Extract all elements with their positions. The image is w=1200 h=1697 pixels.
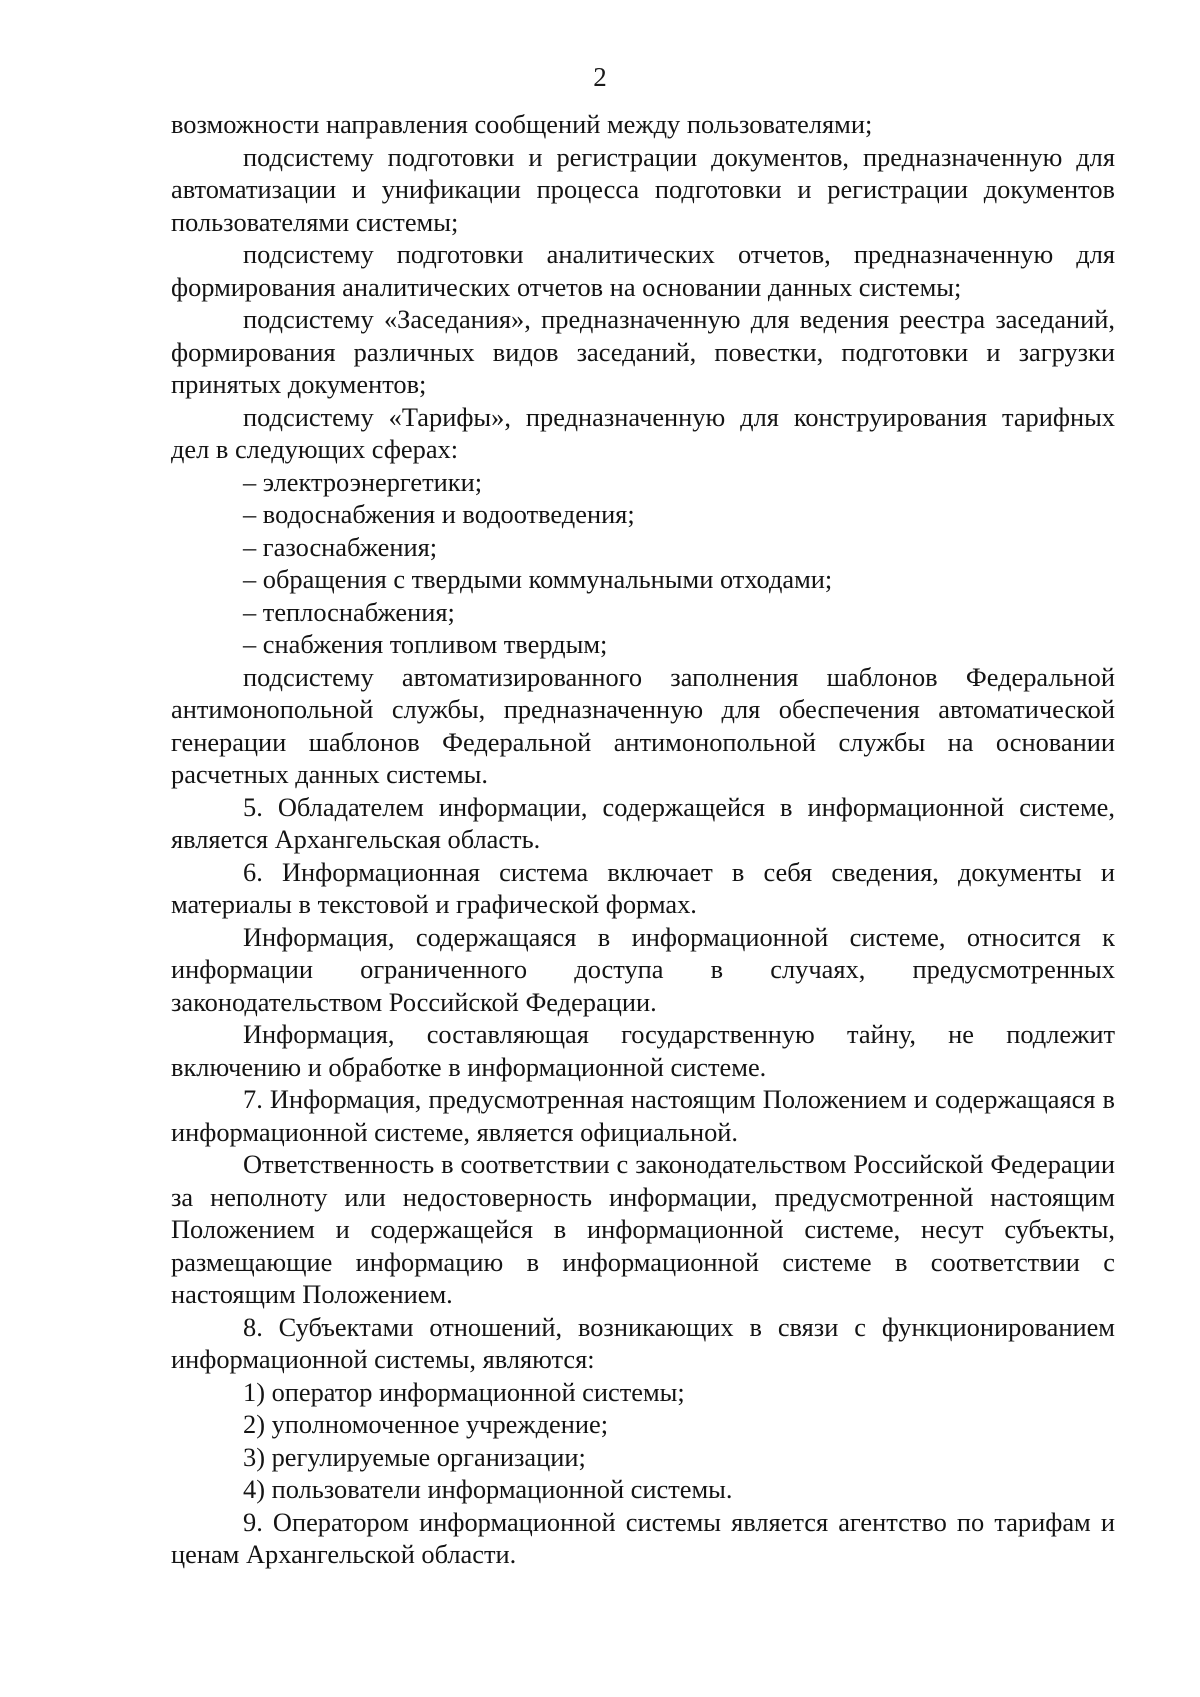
list-item-heat: – теплоснабжения;	[243, 596, 455, 627]
paragraph-messaging-continuation: возможности направления сообщений между пользователями;	[171, 109, 873, 139]
paragraph-document-subsystem: подсистему подготовки и регистрации документов, предназначенную для автоматизации и унификации процесса подготовки и регистрации документов пользователями системы;	[171, 141, 1115, 237]
paragraph-responsibility: Ответственность в соответствии с законодательством Российской Федерации за неполноту или недостоверность информации, предусмотренной настоящим Положением и содержащейся в информационной системе, несут субъекты, размещающие информацию в информационной системе в соответствии с настоящим Положением.	[171, 1149, 1115, 1309]
paragraph-analytics-subsystem: подсистему подготовки аналитических отчетов, предназначенную для формирования аналитических отчетов на основании данных системы;	[171, 239, 1115, 302]
paragraph-fas-templates-subsystem: подсистему автоматизированного заполнения шаблонов Федеральной антимонопольной службы, предназначенную для обеспечения автоматической генерации шаблонов Федеральной антимонопольной службы на основании расчетных данных системы.	[171, 661, 1115, 789]
paragraph-section-7: 7. Информация, предусмотренная настоящим Положением и содержащаяся в информационной системе, является официальной.	[171, 1084, 1115, 1147]
paragraph-meetings-subsystem: подсистему «Заседания», предназначенную для ведения реестра заседаний, формирования различных видов заседаний, повестки, подготовки и загрузки принятых документов;	[171, 304, 1115, 399]
list-item-gas: – газоснабжения;	[243, 531, 438, 562]
list-item-waste: – обращения с твердыми коммунальными отходами;	[243, 564, 833, 594]
list-item-electricity: – электроэнергетики;	[243, 466, 483, 497]
list-item-solid-fuel: – снабжения топливом твердым;	[243, 629, 608, 659]
list-item-users: 4) пользователи информационной системы.	[243, 1474, 733, 1504]
list-item-operator: 1) оператор информационной системы;	[243, 1376, 685, 1407]
paragraph-section-8: 8. Субъектами отношений, возникающих в связи с функционированием информационной системы, являются:	[171, 1311, 1115, 1374]
list-item-authorized-institution: 2) уполномоченное учреждение;	[243, 1409, 609, 1439]
paragraph-section-5: 5. Обладателем информации, содержащейся в информационной системе, является Архангельская область.	[171, 791, 1115, 854]
list-item-water: – водоснабжения и водоотведения;	[243, 499, 635, 529]
paragraph-state-secret: Информация, составляющая государственную тайну, не подлежит включению и обработке в информационной системе.	[171, 1019, 1115, 1082]
list-item-regulated-organizations: 3) регулируемые организации;	[243, 1441, 586, 1472]
document-body	[171, 108, 1115, 1571]
paragraph-section-9: 9. Оператором информационной системы является агентство по тарифам и ценам Архангельской области.	[171, 1506, 1115, 1569]
paragraph-tariffs-subsystem: подсистему «Тарифы», предназначенную для конструирования тарифных дел в следующих сферах:	[171, 401, 1115, 464]
paragraph-section-6: 6. Информационная система включает в себя сведения, документы и материалы в текстовой и графической формах.	[171, 856, 1115, 919]
page-number: 2	[593, 62, 607, 92]
paragraph-restricted-info: Информация, содержащаяся в информационной системе, относится к информации ограниченного доступа в случаях, предусмотренных законодательством Российской Федерации.	[171, 921, 1115, 1017]
